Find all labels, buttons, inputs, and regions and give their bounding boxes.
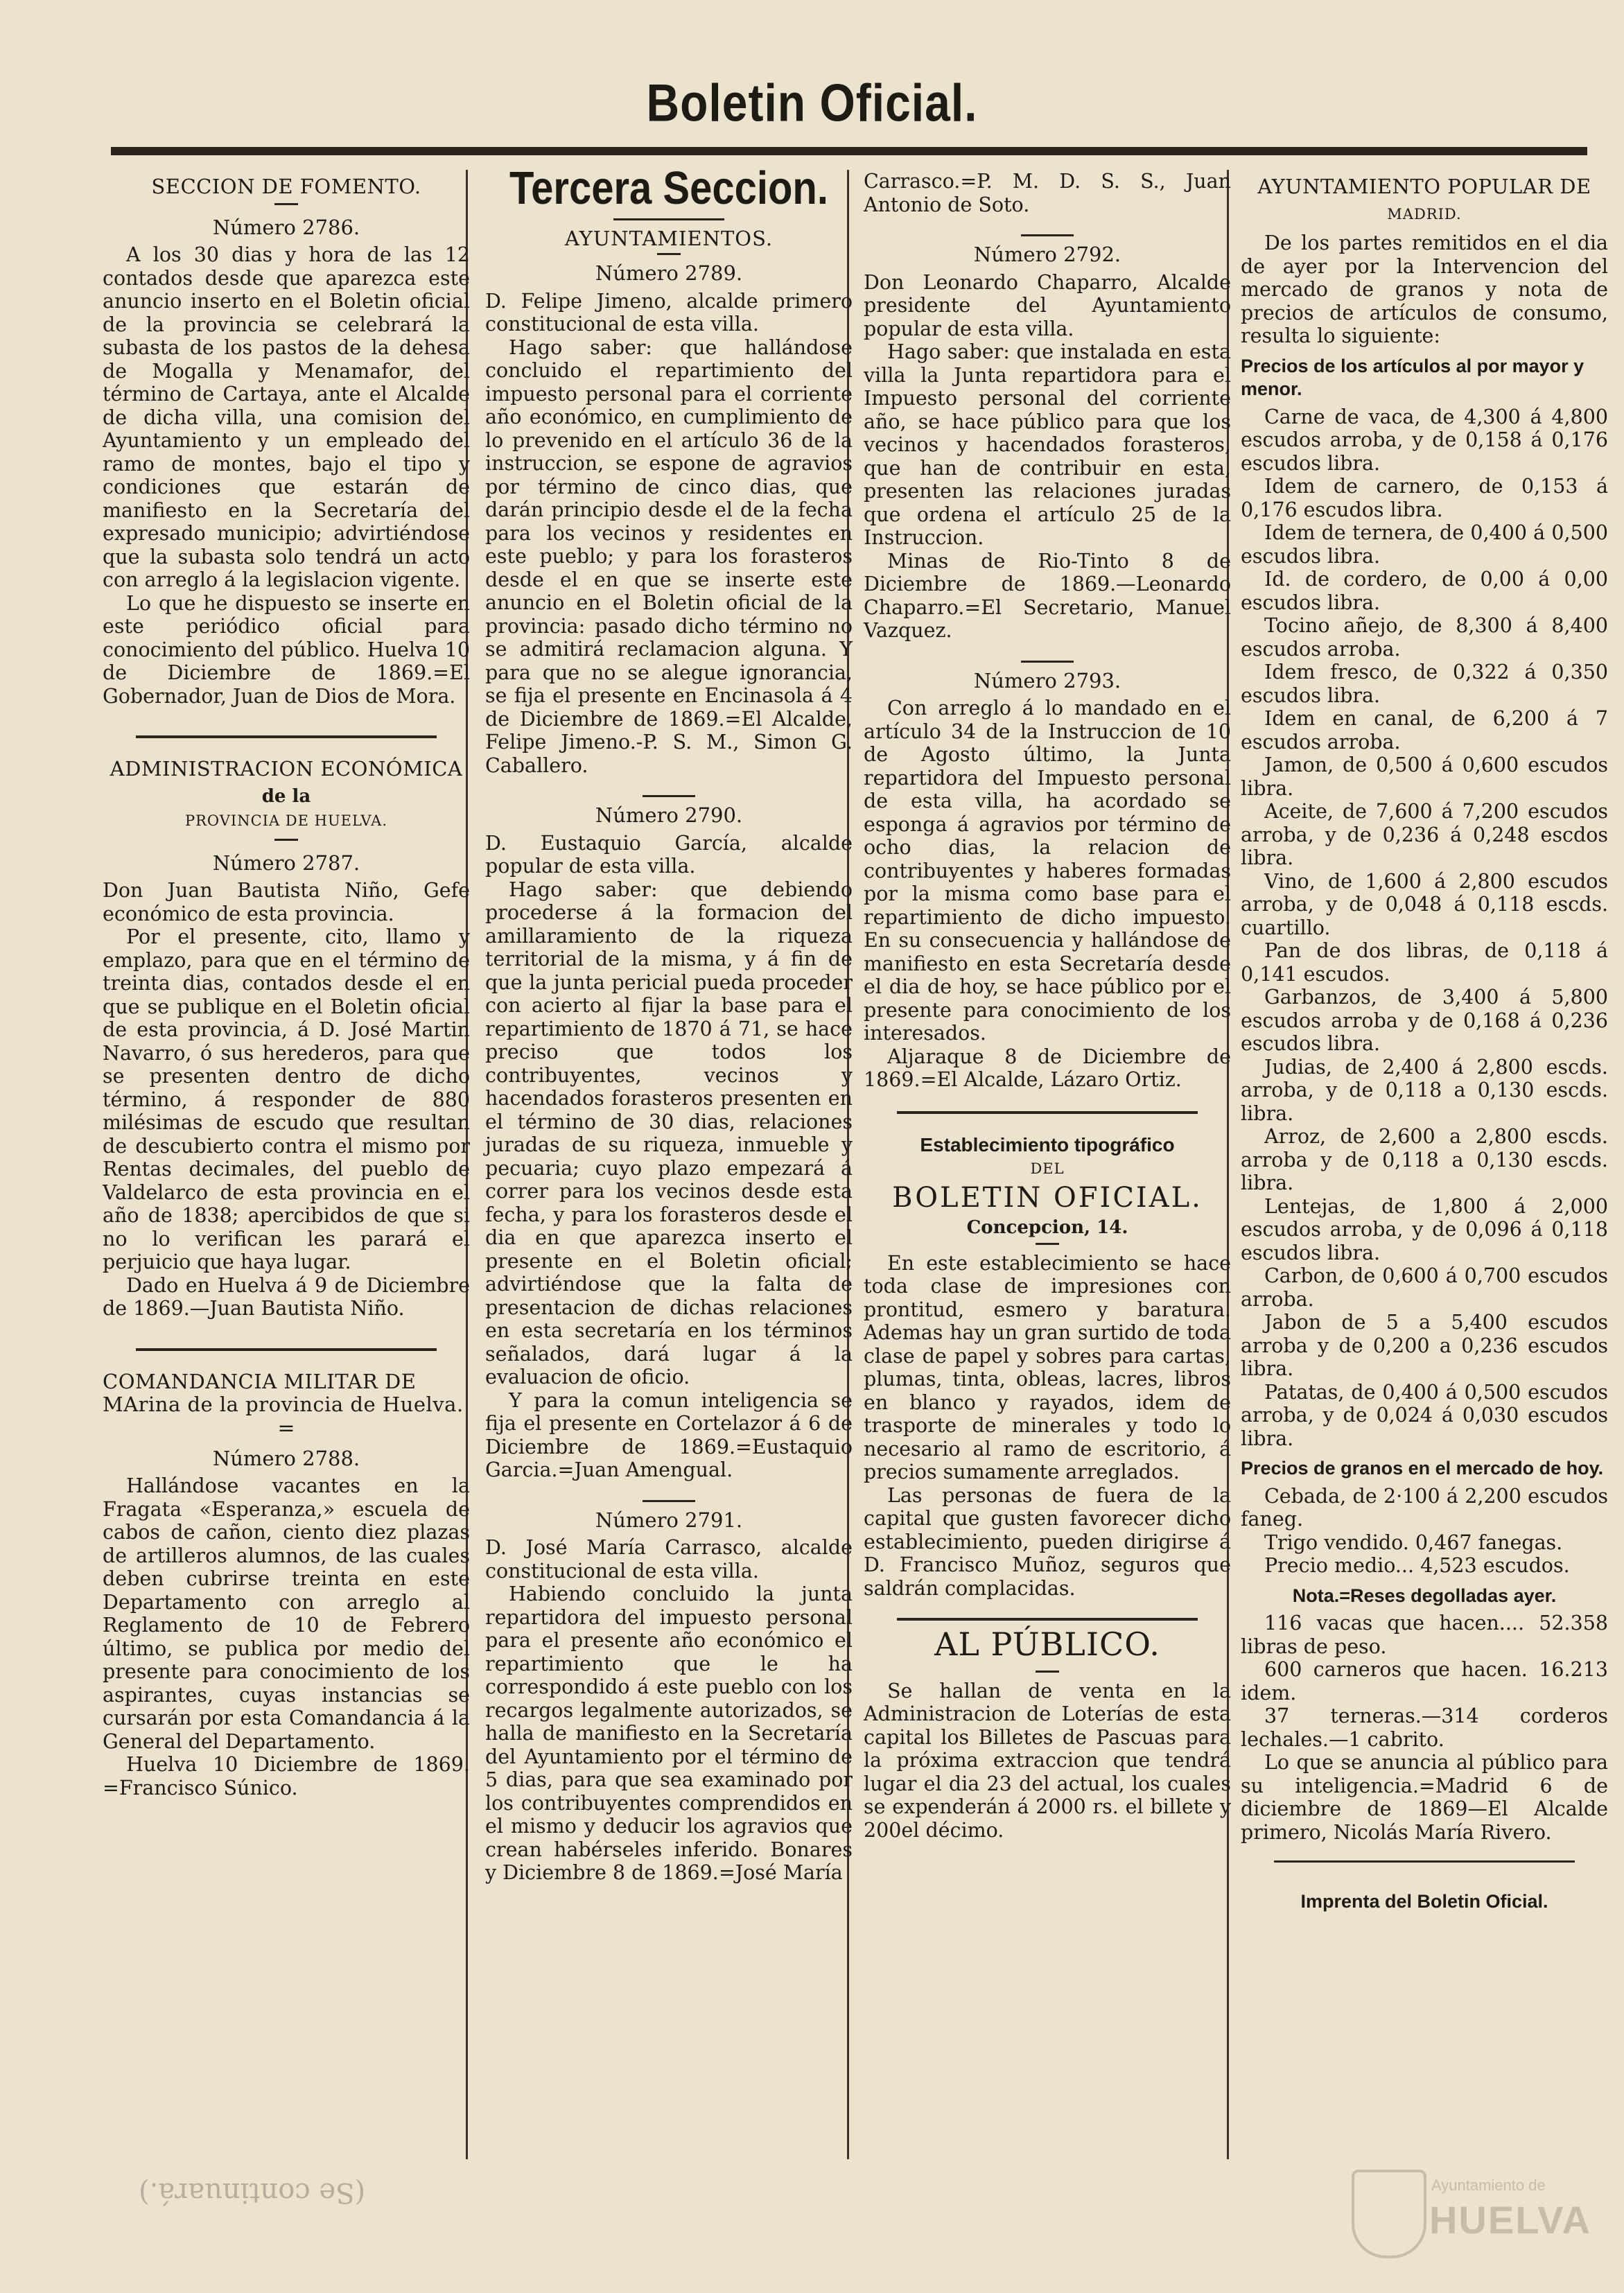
notice-number: Número 2786. <box>212 215 360 239</box>
price-item: Tocino añejo, de 8,300 á 8,400 escudos arroba. <box>1241 614 1608 661</box>
grain-item: Precio medio... 4,523 escudos. <box>1264 1554 1570 1577</box>
granos-heading: Precios de granos en el mercado de hoy. <box>1241 1458 1604 1479</box>
price-item: Aceite, de 7,600 á 7,200 escudos arroba, y de 0,236 á 0,248 escdos libra. <box>1241 800 1608 869</box>
establishment-title: Establecimiento tipográfico <box>920 1133 1175 1156</box>
notice-paragraph: Lo que he dispuesto se inserte en este periódico oficial para conocimiento del público. Huelva 10 de Diciembre de 1869.=El Gobernador, Juan de Dios de Mora. <box>103 591 470 708</box>
notice-paragraph: Hago saber: que instalada en esta villa la Junta repartidora para el Impuesto personal del corriente año, se hace público para que los vecinos y hacendados forasteros, que han de contribuir en esta, presenten las relaciones juradas que ordena el artículo 25 de la Instruccion. <box>864 340 1231 549</box>
notice-paragraph: A los 30 dias y hora de las 12 contados desde que aparezca este anuncio inserto en el Boletin oficial de la provincia se celebrará la subasta de los pastos de la dehesa de Mogalla y Menamafor, del término de Cartaya, ante el Alcalde de dicha villa, una comision del Ayuntamiento y un empleado del ramo de montes, bajo el tipo y condiciones que estarán de manifiesto en la Secretaría del expresado municipio; advirtiéndose que la subasta solo tendrá un acto con arreglo á la legislacion vigente. <box>103 243 470 591</box>
section-title-fomento: SECCION DE FOMENTO. <box>151 175 421 198</box>
section-separator <box>136 1348 437 1351</box>
al-publico-title: AL PÚBLICO. <box>934 1625 1160 1663</box>
notice-paragraph: Habiendo concluido la junta repartidora del impuesto personal para el presente año económico el repartimiento que le ha correspondido á este pueblo con los recargos legalmente autorizados, se halla de manifiesto en la Secretaría del Ayuntamiento por el término de 5 dias, para que sea examinado por los contribuyentes comprendidos en el mismo y deducir los agravios que crean habérseles inferido. Bonares y Diciembre 8 de 1869.=José María <box>485 1583 853 1884</box>
reses-item: 116 vacas que hacen.... 52.358 libras de peso. <box>1241 1612 1608 1658</box>
section-separator <box>897 1111 1198 1114</box>
reses-item: 600 carneros que hacen. 16.213 idem. <box>1241 1658 1608 1705</box>
price-item: Idem fresco, de 0,322 á 0,350 escudos libra. <box>1241 661 1608 707</box>
establishment-paragraph: En este establecimiento se hace toda clase de impresiones con prontitud, esmero y baratura. Ademas hay un gran surtido de toda clase de papel y sobres para cartas, plumas, tinta, obleas, lacres, libros en blanco y rayados, idem de trasporte de minerales y todo lo necesario al ramo de escritorio, á precios sumamente arreglados. <box>864 1251 1231 1483</box>
section-separator <box>643 795 695 797</box>
notice-paragraph: Minas de Rio-Tinto 8 de Diciembre de 1869.—Leonardo Chaparro.=El Secretario, Manuel Vazquez. <box>864 549 1231 642</box>
price-item: Jabon de 5 a 5,400 escudos arroba y de 0,200 a 0,236 escudos libra. <box>1241 1311 1608 1380</box>
notice-paragraph: D. Felipe Jimeno, alcalde primero constitucional de esta villa. <box>485 289 853 335</box>
notice-number: Número 2787. <box>212 851 360 875</box>
ayuntamiento-madrid-title: AYUNTAMIENTO POPULAR DE <box>1257 175 1591 198</box>
price-item: Idem en canal, de 6,200 á 7 escudos arroba. <box>1241 707 1608 753</box>
section-subtitle: de la <box>261 785 311 807</box>
section-title-tercera: Tercera Seccion. <box>509 162 828 214</box>
price-item: Id. de cordero, de 0,00 á 0,00 escudos libra. <box>1241 568 1608 614</box>
notice-paragraph: Hago saber: que hallándose concluido el repartimiento del impuesto personal para el corriente año económico, en cumplimiento de lo prevenido en el artículo 36 de la instruccion, se espone de agravios por término de cinco dias, que darán principio desde el de la fecha para los vecinos y residentes en este pueblo; y para los forasteros desde el en que se inserte este anuncio en el Boletin oficial de la provincia: pasado dicho término no se admitirá reclamacion alguna. Y para que no se alegue ignorancia, se fija el presente en Encinasola á 4 de Diciembre de 1869.=El Alcalde, Felipe Jimeno.-P. S. M., Simon G. Caballero. <box>485 335 853 777</box>
section-separator <box>1021 661 1074 663</box>
establishment-address: Concepcion, 14. <box>966 1217 1128 1238</box>
price-item: Idem de ternera, de 0,400 á 0,500 escudos libra. <box>1241 521 1608 568</box>
column-4 <box>1241 170 1608 1914</box>
price-item: Jamon, de 0,500 á 0,600 escudos libra. <box>1241 753 1608 800</box>
column-2 <box>485 162 853 1885</box>
section-title-administracion: ADMINISTRACION ECONÓMICA <box>110 757 463 781</box>
notice-paragraph: Hago saber: que debiendo procederse á la formacion del amillaramiento de la riqueza territorial de la misma, y á fin de que la junta pericial pueda proceder con acierto al fijar la base para el repartimiento de 1870 á 71, se hace preciso que todos los contribuyentes, vecinos y hacendados forasteros presenten en el término de 30 dias, relaciones juradas de su riqueza, inmueble y pecuaria; cuyo plazo empezará á correr para los vecinos desde esta fecha, y para los forasteros desde el dia en que aparezca inserto el presente en el Boletin oficial; advirtiéndose que la falta de presentacion de dichas relaciones en esta secretaría en los términos señalados, dará lugar á la evaluacion de oficio. <box>485 878 853 1388</box>
notice-number: Número 2788. <box>212 1446 360 1470</box>
price-item: Idem de carnero, de 0,153 á 0,176 escudos libra. <box>1241 475 1608 521</box>
notice-number: Número 2793. <box>973 668 1121 692</box>
notice-paragraph: Don Leonardo Chaparro, Alcalde presidente del Ayuntamiento popular de esta villa. <box>864 270 1231 340</box>
dash-divider <box>274 839 298 841</box>
header-rule <box>111 147 1587 155</box>
grain-item: Cebada, de 2·100 á 2,200 escudos faneg. <box>1241 1484 1608 1531</box>
notice-paragraph: Aljaraque 8 de Diciembre de 1869.=El Alcalde, Lázaro Ortiz. <box>864 1045 1231 1091</box>
notice-paragraph: Hallándose vacantes en la Fragata «Esperanza,» escuela de cabos de cañon, ciento diez plazas de artilleros alumnos, de las cuales deben cubrirse treinta en este Departamento con arreglo al Reglamento de 10 de Febrero último, se publica por medio del presente para conocimiento de los aspirantes, cuyas instancias se cursarán por esta Comandancia á la General del Departamento. <box>103 1474 470 1753</box>
notice-number: Número 2790. <box>595 803 743 827</box>
price-item: Carne de vaca, de 4,300 á 4,800 escudos arroba, y de 0,158 á 0,176 escudos libra. <box>1241 405 1608 475</box>
establishment-del: DEL <box>1030 1160 1065 1177</box>
crest-icon <box>1352 2170 1426 2258</box>
dash-divider <box>1036 1243 1059 1245</box>
notice-paragraph: Carrasco.=P. M. D. S. S., Juan Antonio de Soto. <box>864 170 1231 216</box>
section-title-comandancia: COMANDANCIA MILITAR DE MArina de la provincia de Huelva. <box>103 1369 464 1416</box>
reses-item: 37 terneras.—314 corderos lechales.—1 cabrito. <box>1241 1705 1608 1751</box>
intro-paragraph: De los partes remitidos en el dia de ayer por la Intervencion del mercado de granos y nota de precios de artículos de consumo, resulta lo siguiente: <box>1241 232 1608 347</box>
notice-number: Número 2789. <box>595 261 743 285</box>
price-item: Patatas, de 0,400 á 0,500 escudos arroba, y de 0,024 á 0,030 escudos libra. <box>1241 1380 1608 1450</box>
section-separator <box>897 1618 1198 1621</box>
price-item: Garbanzos, de 3,400 á 5,800 escudos arroba y de 0,168 á 0,236 escudos libra. <box>1241 986 1608 1055</box>
price-item: Vino, de 1,600 á 2,800 escudos arroba, y de 0,048 á 0,118 escds. cuartillo. <box>1241 869 1608 939</box>
dash-divider <box>1036 1671 1059 1673</box>
column-1 <box>103 170 470 1799</box>
nota-heading: Nota.=Reses degolladas ayer. <box>1292 1585 1557 1606</box>
establishment-name: BOLETIN OFICIAL. <box>892 1181 1203 1214</box>
section-separator <box>136 735 437 738</box>
notice-paragraph: D. Eustaquio García, alcalde popular de esta villa. <box>485 831 853 878</box>
notice-number: Número 2792. <box>973 243 1121 266</box>
price-item: Arroz, de 2,600 a 2,800 escds. arroba y de 0,118 a 0,130 escds. libra. <box>1241 1125 1608 1194</box>
imprenta-footer: Imprenta del Boletin Oficial. <box>1300 1891 1548 1912</box>
notice-paragraph: Y para la comun inteligencia se fija el presente en Cortelazor á 6 de Diciembre de 1869.=Eustaquio Garcia.=Juan Amengual. <box>485 1388 853 1481</box>
price-item: Pan de dos libras, de 0,118 á 0,141 escudos. <box>1241 939 1608 986</box>
establishment-paragraph: Las personas de fuera de la capital que gusten favorecer dicho establecimiento, pueden dirigirse á D. Francisco Muñoz, seguros que saldrán complacidas. <box>864 1483 1231 1600</box>
section-separator <box>1274 1860 1575 1863</box>
price-item: Lentejas, de 1,800 á 2,000 escudos arroba, y de 0,096 á 0,118 escudos libra. <box>1241 1194 1608 1264</box>
watermark-line1: Ayuntamiento de <box>1431 2177 1546 2194</box>
ayuntamiento-madrid-subtitle: MADRID. <box>1387 205 1462 223</box>
masthead-title: Boletin Oficial. <box>646 73 978 132</box>
notice-paragraph: Don Juan Bautista Niño, Gefe económico de esta provincia. <box>103 879 470 925</box>
price-item: Carbon, de 0,600 á 0,700 escudos arroba. <box>1241 1264 1608 1311</box>
column-3 <box>864 170 1231 1842</box>
notice-paragraph: Con arreglo á lo mandado en el artículo 34 de la Instruccion de 10 de Agosto último, la Junta repartidora del Impuesto personal de esta villa, ha acordado se esponga á agravios por término de ocho dias, la relacion de contribuyentes y haberes formadas por la misma como base para el repartimiento de dicho impuesto. En su consecuencia y hallándose de manifiesto en esta Secretaría desde el dia de hoy, se hace público por el presente para conocimiento de los interesados. <box>864 697 1231 1045</box>
watermark-line2: HUELVA <box>1429 2198 1591 2242</box>
section-equals: = <box>277 1415 295 1440</box>
bleed-through-text: (Se continuará.) <box>139 2177 366 2208</box>
precios-heading: Precios de los artículos al por mayor y menor. <box>1241 355 1584 399</box>
dash-divider <box>274 203 298 205</box>
dash-divider <box>657 253 681 255</box>
archive-watermark <box>1352 2170 1591 2260</box>
section-separator <box>643 1500 695 1502</box>
notice-paragraph: Dado en Huelva á 9 de Diciembre de 1869.—Juan Bautista Niño. <box>103 1273 470 1320</box>
price-item: Judias, de 2,400 á 2,800 escds. arroba, y de 0,118 a 0,130 escds. libra. <box>1241 1055 1608 1125</box>
notice-paragraph: Huelva 10 Diciembre de 1869. =Francisco Súnico. <box>103 1753 470 1799</box>
notice-paragraph: Por el presente, cito, llamo y emplazo, para que en el término de treinta dias, contados desde el en que se publique en el Boletin oficial de esta provincia, á D. José Martin Navarro, ó sus herederos, para que se presenten dentro de dicho término, á responder de 880 milésimas de escudo que resultan de descubierto contra el mismo por Rentas decimales, del pueblo de Valdelarco de esta provincia en el año de 1838; apercibidos de que si no lo verifican les parará el perjuicio que haya lugar. <box>103 925 470 1273</box>
grain-item: Trigo vendido. 0,467 fanegas. <box>1264 1531 1563 1554</box>
al-publico-paragraph: Se hallan de venta en la Administracion de Loterías de esta capital los Billetes de Pascuas para la próxima extraccion que tendrá lugar el dia 23 del actual, los cuales se expenderán á 2000 rs. el billete y 200el décimo. <box>864 1679 1231 1842</box>
notice-paragraph: D. José María Carrasco, alcalde constitucional de esta villa. <box>485 1536 853 1583</box>
section-subtitle-ayuntamientos: AYUNTAMIENTOS. <box>564 226 774 250</box>
section-subtitle: PROVINCIA DE HUELVA. <box>184 812 388 829</box>
section-separator <box>1021 234 1074 236</box>
notice-number: Número 2791. <box>595 1508 743 1532</box>
section-separator <box>613 218 724 220</box>
final-paragraph: Lo que se anuncia al público para su inteligencia.=Madrid 6 de diciembre de 1869—El Alcalde primero, Nicolás María Rivero. <box>1241 1751 1608 1844</box>
